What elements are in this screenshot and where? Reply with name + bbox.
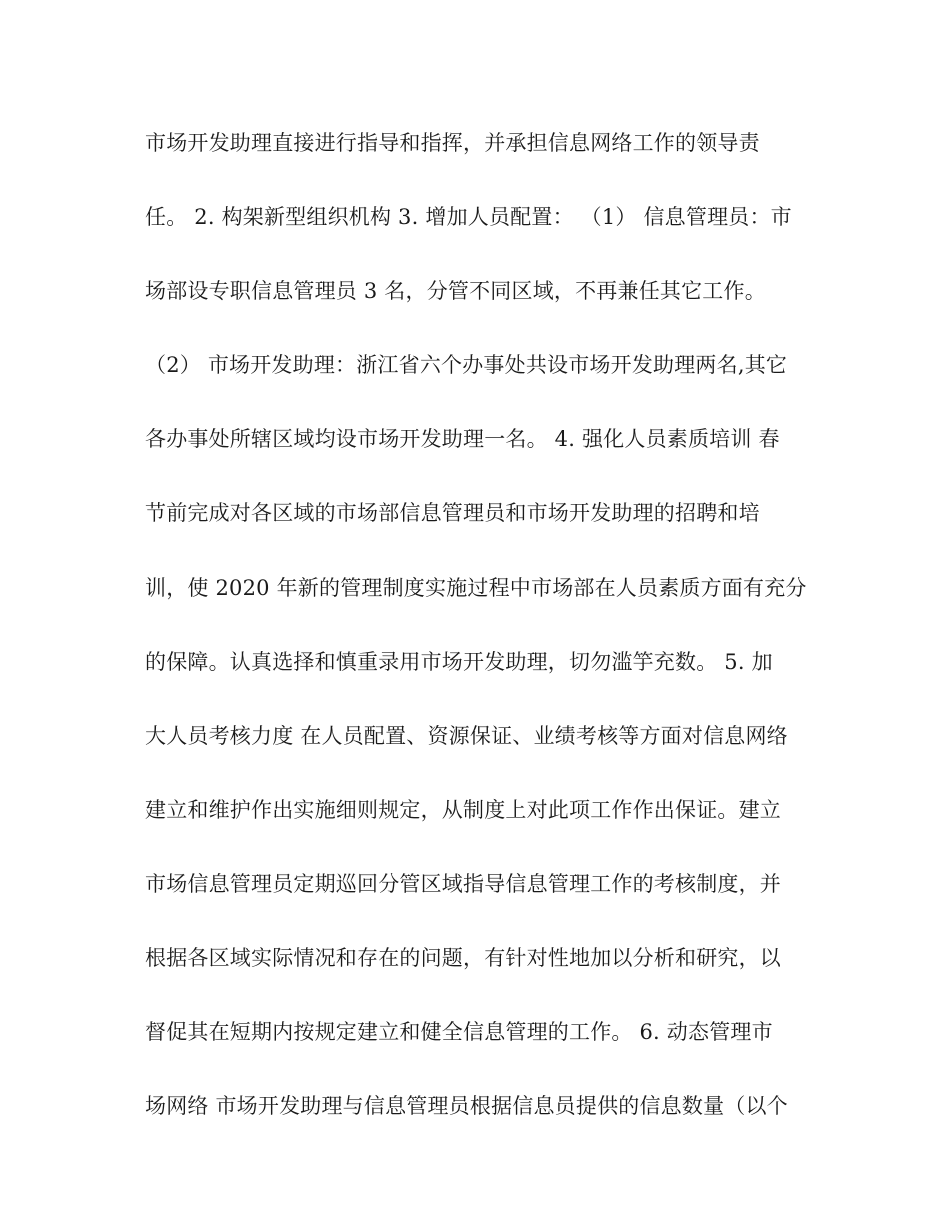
body-text xyxy=(145,118,825,1155)
text-line-1: 市场开发助理直接进行指导和指挥，并承担信息网络工作的领导责 xyxy=(145,131,760,155)
text-line-9: 大人员考核力度 在人员配置、资源保证、业绩考核等方面对信息网络 xyxy=(145,723,788,748)
text-line-3: 场部设专职信息管理员 3 名，分管不同区域，不再兼任其它工作。 xyxy=(145,279,766,304)
text-line-6: 节前完成对各区域的市场部信息管理员和市场开发助理的招聘和培 xyxy=(145,501,760,526)
text-line-4: （2） 市场开发助理：浙江省六个办事处共设市场开发助理两名,其它 xyxy=(145,353,788,378)
text-line-13: 督促其在短期内按规定建立和健全信息管理的工作。 6. 动态管理市 xyxy=(145,1020,773,1045)
text-line-10: 建立和维护作出实施细则规定，从制度上对此项工作作出保证。建立 xyxy=(145,797,781,822)
text-line-7: 训，使 2020 年新的管理制度实施过程中市场部在人员素质方面有充分 xyxy=(145,575,807,600)
text-line-8: 的保障。认真选择和慎重录用市场开发助理，切勿滥竽充数。 5. 加 xyxy=(145,649,773,674)
text-line-11: 市场信息管理员定期巡回分管区域指导信息管理工作的考核制度，并 xyxy=(145,871,781,896)
text-line-5: 各办事处所辖区域均设市场开发助理一名。 4. 强化人员素质培训 春 xyxy=(145,427,780,452)
text-line-2: 任。 2. 构架新型组织机构 3. 增加人员配置： （1） 信息管理员：市 xyxy=(145,205,792,230)
text-line-12: 根据各区域实际情况和存在的问题，有针对性地加以分析和研究，以 xyxy=(145,946,781,971)
text-line-14: 场网络 市场开发助理与信息管理员根据信息员提供的信息数量（以个 xyxy=(145,1094,788,1119)
